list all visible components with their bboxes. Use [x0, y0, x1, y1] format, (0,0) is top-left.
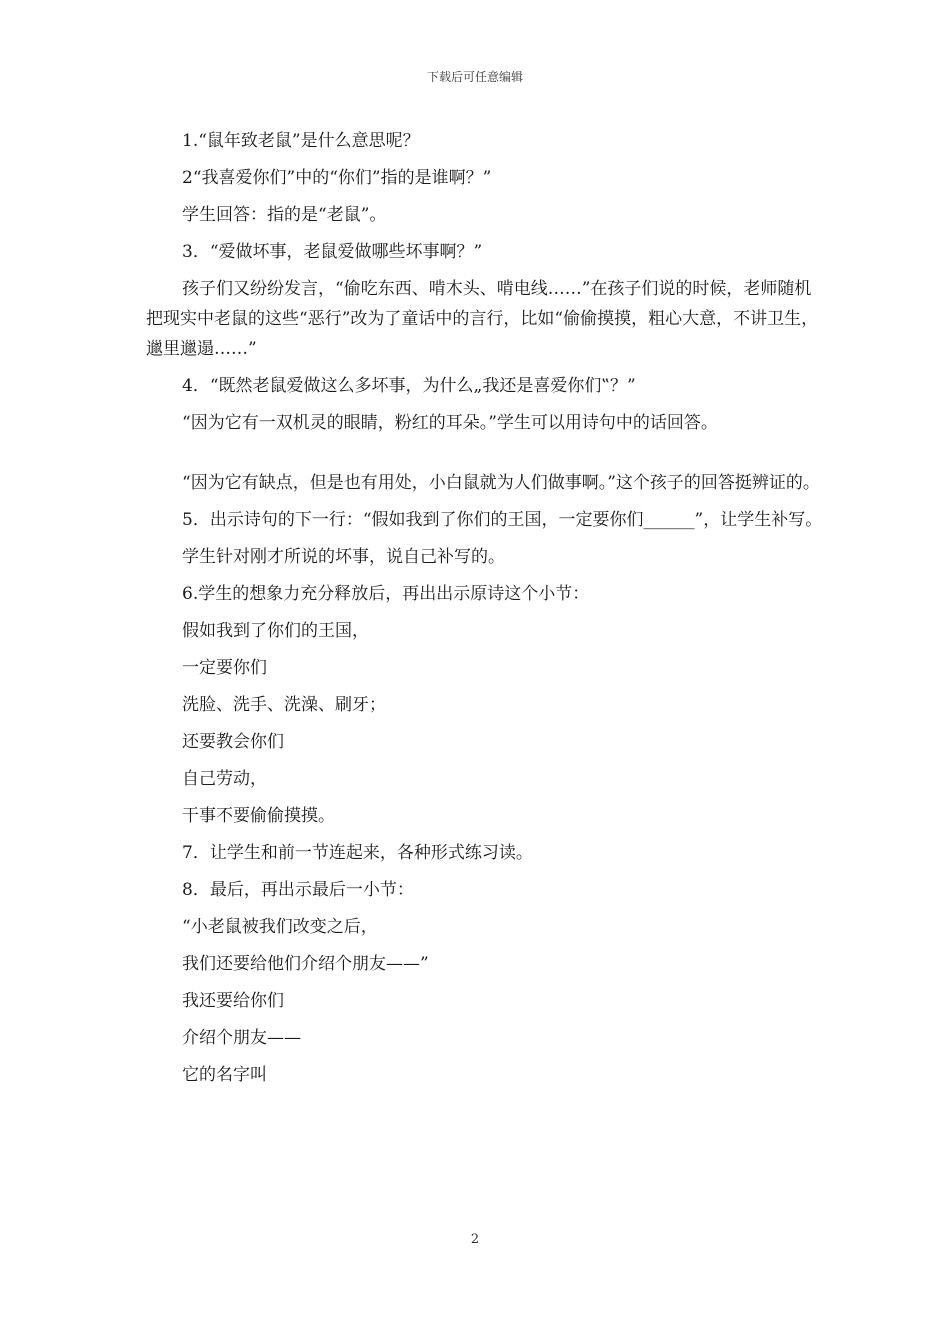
- paragraph: 孩子们又纷纷发言，“偷吃东西、啃木头、啃电线……”在孩子们说的时候，老师随机把现实中老鼠的这些“恶行”改为了童话中的言行，比如“偷偷摸摸，粗心大意，不讲卫生，邋里邋遢……”: [146, 279, 819, 359]
- poem-line: “小老鼠被我们改变之后，: [182, 917, 378, 937]
- paragraph: 学生针对刚才所说的坏事，说自己补写的。: [182, 547, 505, 567]
- poem-line: 自己劳动，: [182, 769, 267, 789]
- paragraph: “因为它有一双机灵的眼睛，粉红的耳朵。”学生可以用诗句中的话回答。: [182, 413, 718, 433]
- poem-line: 一定要你们: [182, 658, 267, 678]
- poem-line: 假如我到了你们的王国，: [182, 621, 369, 641]
- page-header: 下载后可任意编辑: [426, 70, 523, 84]
- paragraph: 7．让学生和前一节连起来，各种形式练习读。: [182, 843, 533, 863]
- paragraph: 4．“既然老鼠爱做这么多坏事，为什么„我还是喜爱你们‟？”: [182, 376, 636, 396]
- document-body: [146, 126, 826, 1097]
- paragraph: 1.“鼠年致老鼠”是什么意思呢？: [182, 131, 420, 151]
- page-number: 2: [470, 1232, 480, 1247]
- paragraph: 8．最后，再出示最后一小节：: [182, 880, 414, 900]
- poem-line: 还要教会你们: [182, 732, 284, 752]
- paragraph: 2“我喜爱你们”中的“你们”指的是谁啊？”: [182, 168, 492, 188]
- paragraph: “因为它有缺点，但是也有用处，小白鼠就为人们做事啊。”这个孩子的回答挺辨证的。: [182, 473, 820, 493]
- poem-line: 介绍个朋友——: [182, 1028, 301, 1048]
- poem-line: 干事不要偷偷摸摸。: [182, 806, 335, 826]
- poem-line: 我还要给你们: [182, 991, 284, 1011]
- paragraph: 6.学生的想象力充分释放后，再出出示原诗这个小节：: [182, 584, 590, 604]
- paragraph: 学生回答：指的是“老鼠”。: [182, 205, 387, 225]
- paragraph: 3．“爱做坏事，老鼠爱做哪些坏事啊？”: [182, 242, 483, 262]
- poem-line: 我们还要给他们介绍个朋友——”: [182, 954, 429, 974]
- poem-line: 它的名字叫: [182, 1065, 267, 1085]
- paragraph: 5．出示诗句的下一行：“假如我到了你们的王国，一定要你们______”，让学生补写。: [182, 510, 823, 530]
- poem-line: 洗脸、洗手、洗澡、刷牙；: [182, 695, 386, 715]
